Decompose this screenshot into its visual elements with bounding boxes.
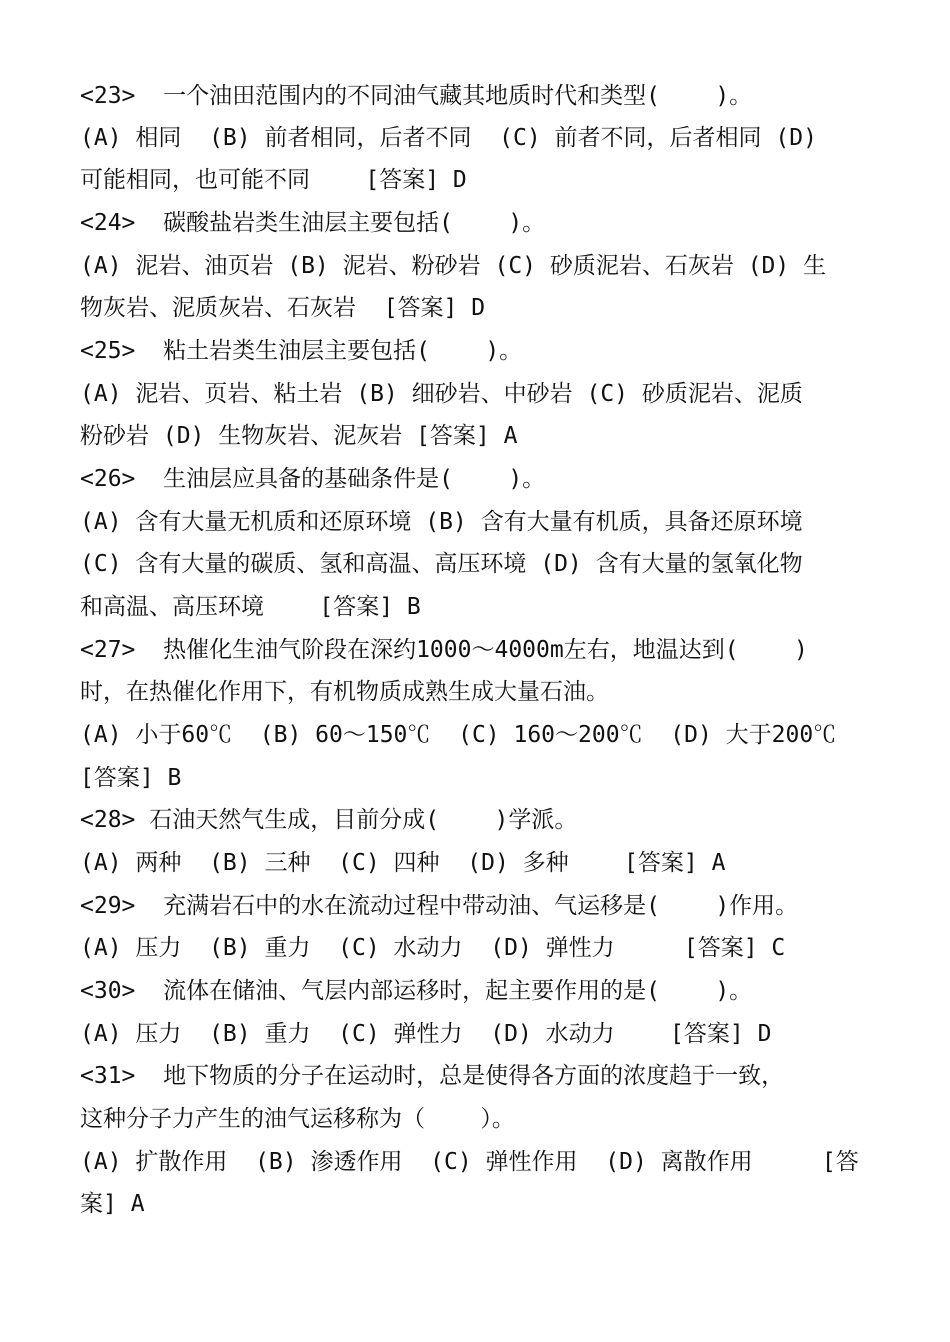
question-27-answer: [答案] B [80, 765, 182, 791]
question-23-options: (A) 相同 (B) 前者相同，后者不同 (C) 前者不同，后者相同 (D) [80, 125, 817, 151]
question-30-stem: <30> 流体在储油、气层内部运移时，起主要作用的是( )。 [80, 978, 753, 1004]
question-23-answer: 可能相同，也可能不同 [答案] D [80, 167, 467, 193]
question-26-options-2: (C) 含有大量的碳质、氢和高温、高压环境 (D) 含有大量的氢氧化物 [80, 551, 803, 577]
question-31-answer: 案] A [80, 1191, 145, 1217]
question-27-stem-1: <27> 热催化生油气阶段在深约1000～4000m左右，地温达到( ) [80, 637, 808, 663]
question-27-options: (A) 小于60℃ (B) 60～150℃ (C) 160～200℃ (D) 大于200℃ [80, 722, 837, 748]
question-31-stem-2: 这种分子力产生的油气运移称为（ ）。 [80, 1106, 515, 1132]
question-25-answer: 粉砂岩 (D) 生物灰岩、泥灰岩 [答案] A [80, 423, 518, 449]
question-25-stem: <25> 粘土岩类生油层主要包括( )。 [80, 338, 523, 364]
question-24-options: (A) 泥岩、油页岩 (B) 泥岩、粉砂岩 (C) 砂质泥岩、石灰岩 (D) 生 [80, 253, 827, 279]
question-28-options: (A) 两种 (B) 三种 (C) 四种 (D) 多种 [答案] A [80, 850, 726, 876]
question-25-options: (A) 泥岩、页岩、粘土岩 (B) 细砂岩、中砂岩 (C) 砂质泥岩、泥质 [80, 381, 803, 407]
question-24-answer: 物灰岩、泥质灰岩、石灰岩 [答案] D [80, 295, 486, 321]
question-24-stem: <24> 碳酸盐岩类生油层主要包括( )。 [80, 210, 546, 236]
question-29-stem: <29> 充满岩石中的水在流动过程中带动油、气运移是( )作用。 [80, 893, 799, 919]
question-30-options: (A) 压力 (B) 重力 (C) 弹性力 (D) 水动力 [答案] D [80, 1021, 772, 1047]
question-31-options: (A) 扩散作用 (B) 渗透作用 (C) 弹性作用 (D) 离散作用 [答 [80, 1149, 859, 1175]
question-26-answer: 和高温、高压环境 [答案] B [80, 594, 421, 620]
question-23-stem: <23> 一个油田范围内的不同油气藏其地质时代和类型( )。 [80, 83, 753, 109]
question-28-stem: <28> 石油天然气生成，目前分成( )学派。 [80, 807, 578, 833]
question-29-options: (A) 压力 (B) 重力 (C) 水动力 (D) 弹性力 [答案] C [80, 935, 786, 961]
question-26-options-1: (A) 含有大量无机质和还原环境 (B) 含有大量有机质，具备还原环境 [80, 509, 803, 535]
question-31-stem-1: <31> 地下物质的分子在运动时，总是使得各方面的浓度趋于一致， [80, 1063, 785, 1089]
question-27-stem-2: 时，在热催化作用下，有机物质成熟生成大量石油。 [80, 679, 609, 705]
question-26-stem: <26> 生油层应具备的基础条件是( )。 [80, 466, 546, 492]
